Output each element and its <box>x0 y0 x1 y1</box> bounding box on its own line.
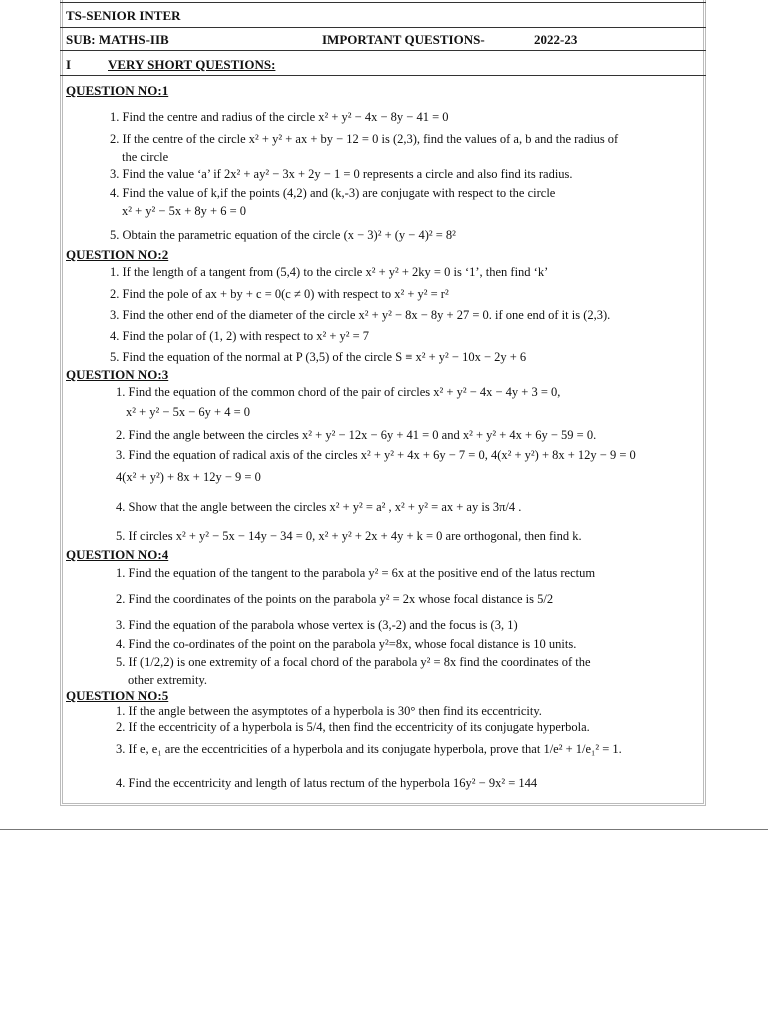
question-item: 5. If circles x² + y² − 5x − 14y − 34 = 0, x² + y² + 2x + 4y + k = 0 are orthogonal, then find k. <box>116 529 582 543</box>
question-item: 1. Find the equation of the common chord of the pair of circles x² + y² − 4x − 4y + 3 = 0, <box>116 385 561 399</box>
header-divider <box>60 50 706 51</box>
academic-year: 2022-23 <box>534 32 578 47</box>
question-item-continuation: 4(x² + y²) + 8x + 12y − 9 = 0 <box>116 470 261 484</box>
section-number: I <box>66 57 72 72</box>
question-item: 5. If (1/2,2) is one extremity of a focal chord of the parabola y² = 8x find the coordinates of the <box>116 655 591 669</box>
question-group-title: QUESTION NO:5 <box>66 688 169 703</box>
question-item: 5. Obtain the parametric equation of the circle (x − 3)² + (y − 4)² = 8² <box>110 228 456 242</box>
question-item-continuation: other extremity. <box>128 673 208 687</box>
header-divider <box>60 75 706 76</box>
question-item: 1. Find the centre and radius of the circle x² + y² − 4x − 8y − 41 = 0 <box>110 110 449 124</box>
question-item: 1. If the angle between the asymptotes of a hyperbola is 30° then find its eccentricity. <box>116 704 542 718</box>
question-item: 2. Find the angle between the circles x² + y² − 12x − 6y + 41 = 0 and x² + y² + 4x + 6y − 59 = 0. <box>116 428 597 442</box>
header-divider <box>60 27 706 28</box>
question-group-title: QUESTION NO:1 <box>66 83 169 98</box>
subject-label: SUB: MATHS-IIB <box>66 32 169 47</box>
page-bottom-rule <box>0 829 768 830</box>
question-item: 2. Find the pole of ax + by + c = 0(c ≠ 0) with respect to x² + y² = r² <box>110 287 449 301</box>
question-item-continuation: the circle <box>122 150 169 164</box>
question-item: 3. If e, e₁ are the eccentricities of a hyperbola and its conjugate hyperbola, prove that 1/e² + 1/e₁² = 1. <box>116 742 622 756</box>
question-group-title: QUESTION NO:4 <box>66 547 169 562</box>
question-item: 4. Show that the angle between the circles x² + y² = a² , x² + y² = ax + ay is 3π/4 . <box>116 500 522 514</box>
question-item-continuation: x² + y² − 5x − 6y + 4 = 0 <box>126 405 250 419</box>
question-item: 2. Find the coordinates of the points on the parabola y² = 2x whose focal distance is 5/2 <box>116 592 554 606</box>
question-group-title: QUESTION NO:3 <box>66 367 169 382</box>
question-group-title: QUESTION NO:2 <box>66 247 169 262</box>
document-heading: IMPORTANT QUESTIONS- <box>322 32 485 47</box>
question-item: 3. Find the equation of radical axis of the circles x² + y² + 4x + 6y − 7 = 0, 4(x² + y²) + 8x + 12y − 9 = 0 <box>116 448 636 462</box>
section-title: VERY SHORT QUESTIONS: <box>108 57 276 72</box>
question-item: 5. Find the equation of the normal at P (3,5) of the circle S ≡ x² + y² − 10x − 2y + 6 <box>110 350 527 364</box>
question-item: 3. Find the equation of the parabola whose vertex is (3,-2) and the focus is (3, 1) <box>116 618 518 632</box>
question-item: 3. Find the value ‘a’ if 2x² + ay² − 3x + 2y − 1 = 0 represents a circle and also find its radius. <box>110 167 573 181</box>
question-item: 4. Find the value of k,if the points (4,2) and (k,-3) are conjugate with respect to the circle <box>110 186 556 200</box>
question-item: 4. Find the eccentricity and length of latus rectum of the hyperbola 16y² − 9x² = 144 <box>116 776 538 790</box>
question-item: 1. If the length of a tangent from (5,4) to the circle x² + y² + 2ky = 0 is ‘1’, then find ‘k’ <box>110 265 549 279</box>
question-item-continuation: x² + y² − 5x + 8y + 6 = 0 <box>122 204 246 218</box>
question-item: 4. Find the co-ordinates of the point on the parabola y²=8x, whose focal distance is 10 units. <box>116 637 577 651</box>
question-item: 1. Find the equation of the tangent to the parabola y² = 6x at the positive end of the latus rectum <box>116 566 596 580</box>
question-item: 4. Find the polar of (1, 2) with respect to x² + y² = 7 <box>110 329 370 343</box>
question-item: 2. If the centre of the circle x² + y² + ax + by − 12 = 0 is (2,3), find the values of a, b and the radius of <box>110 132 619 146</box>
question-item: 2. If the eccentricity of a hyperbola is 5/4, then find the eccentricity of its conjugate hyperbola. <box>116 720 590 734</box>
question-item: 3. Find the other end of the diameter of the circle x² + y² − 8x − 8y + 27 = 0. if one end of it is (2,3). <box>110 308 611 322</box>
school-title: TS-SENIOR INTER <box>66 8 181 23</box>
top-rule <box>60 2 706 3</box>
